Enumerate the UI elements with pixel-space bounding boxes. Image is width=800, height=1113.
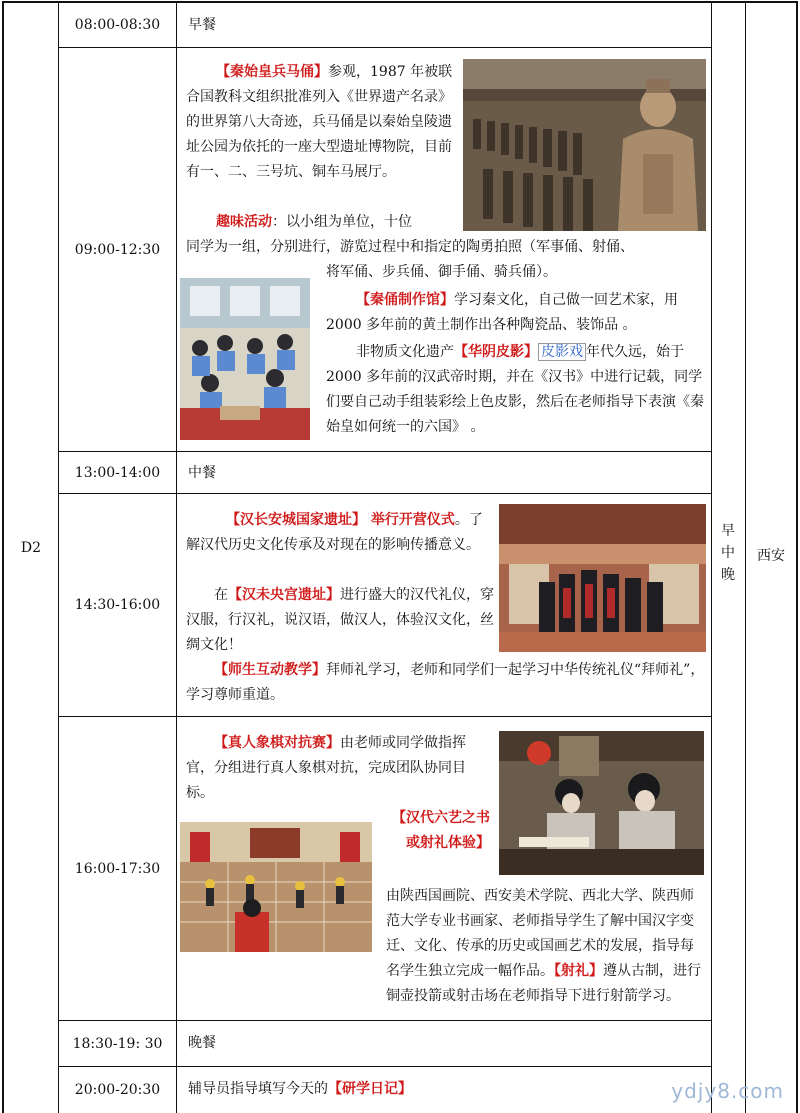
teacher-desc: 拜师礼学习，老师和同学们一起学习中华传统礼仪“拜师礼”，学习尊师重道。	[186, 662, 705, 703]
calligraphy-class-photo	[499, 731, 704, 875]
weiyang-desc: 进行盛大的汉代礼仪，穿汉服，行汉礼，说汉语，做汉人，体验汉文化，丝绸文化！	[186, 587, 494, 653]
time-slot: 08:00-08:30	[74, 17, 161, 33]
terracotta-title: 【秦始皇兵马俑】	[216, 64, 328, 80]
activity-title: 趣味活动	[216, 214, 272, 230]
six-arts-title-block	[386, 806, 490, 856]
shadow-puppet-title: 【华阴皮影】	[454, 344, 538, 360]
han-ceremony-photo	[499, 504, 706, 652]
terracotta-warriors-photo	[463, 59, 706, 231]
teacher-paragraph	[186, 658, 706, 708]
diary-row	[188, 1077, 412, 1102]
chess-paragraph	[186, 731, 490, 806]
meals-column: 早中晚	[721, 523, 735, 583]
archery-desc: 遵从古制，进行铜壶投箭或射击场在老师指导下进行射箭学习。	[386, 963, 701, 1004]
shadow-puppet-paragraph	[326, 340, 706, 440]
human-chess-photo	[180, 822, 372, 952]
row-text: 晚餐	[188, 1035, 216, 1051]
time-slot: 14:30-16:00	[74, 597, 161, 613]
workshop-desc: 学习秦文化，自己做一回艺术家，用 2000 多年前的黄土制作出各种陶瓷品、装饰品 。	[326, 292, 678, 333]
time-slot: 13:00-14:00	[74, 464, 161, 481]
col-line-3	[711, 1, 712, 1113]
chess-desc: 由老师或同学做指挥官，分组进行真人象棋对抗，完成团队协同目标。	[186, 735, 466, 801]
workshop-paragraph	[326, 288, 706, 338]
weiyang-title: 【汉未央宫遗址】	[228, 587, 340, 603]
archery-title: 【射礼】	[554, 963, 603, 979]
terracotta-paragraph	[186, 60, 458, 185]
heritage-text: 非物质文化遗产	[356, 344, 454, 360]
time-slot: 18:30-19: 30	[72, 1035, 163, 1052]
shadow-puppet-desc: 年代久远，始于 2000 多年前的汉武帝时期，并在《汉书》中进行记载，同学们要自己动手组装彩绘上色皮影，然后在老师指导下表演《秦始皇如何统一的六国》 。	[326, 344, 704, 435]
watermark: ydjy8.com	[671, 1079, 784, 1103]
chess-title: 【真人象棋对抗赛】	[214, 735, 340, 751]
han-site-title: 【汉长安城国家遗址】 举行开营仪式	[226, 512, 455, 528]
row-text: 中餐	[188, 465, 216, 481]
clay-workshop-photo	[180, 278, 310, 440]
col-line-2	[176, 1, 177, 1113]
weiyang-paragraph	[186, 583, 494, 658]
six-arts-desc: 由陕西国画院、西安美术学院、西北大学、陕西师范大学专业书画家、老师指导学生了解中国汉字变迁、文化、传承的历史或国画艺术的发展，指导每名学生独立完成一幅作品。	[386, 888, 694, 979]
six-arts-paragraph	[386, 884, 706, 1009]
han-site-desc: 。了解汉代历史文化传承及对现在的影响传播意义。	[186, 512, 483, 553]
han-site-paragraph	[186, 508, 494, 558]
time-slot: 20:00-20:30	[74, 1082, 161, 1098]
border-right	[796, 1, 798, 1113]
diary-title: 【研学日记】	[328, 1081, 412, 1097]
activity-continued: 同学为一组，分别进行，游览过程中和指定的陶勇拍照（军事俑、射俑、	[186, 239, 634, 255]
teacher-title: 【师生互动教学】	[214, 662, 326, 678]
activity-paragraph: 趣味活动：以小组为单位，十位	[216, 214, 412, 230]
diary-text: 辅导员指导填写今天的	[188, 1081, 328, 1097]
shadow-play-link[interactable]: 皮影戏	[538, 343, 586, 361]
weiyang-prefix: 在	[214, 587, 228, 603]
time-slot: 16:00-17:30	[74, 860, 161, 877]
time-slot: 09:00-12:30	[74, 241, 161, 258]
terracotta-desc: 参观，1987 年被联合国教科文组织批准列入《世界遗产名录》的世界第八大奇迹，兵马俑是以秦始皇陵遗址公园为依托的一座大型遗址博物院，目前有一、二、三号坑、铜车马展厅。	[186, 64, 453, 180]
row-text: 早餐	[188, 17, 216, 33]
border-left	[2, 1, 4, 1113]
activity-continued-2: 将军俑、步兵俑、御手俑、骑兵俑）。	[326, 264, 557, 280]
six-arts-title: 【汉代六艺之书或射礼体验】	[392, 810, 490, 851]
day-label: D2	[20, 540, 42, 556]
city-label: 西安	[757, 548, 785, 564]
workshop-title: 【秦俑制作馆】	[356, 292, 454, 308]
